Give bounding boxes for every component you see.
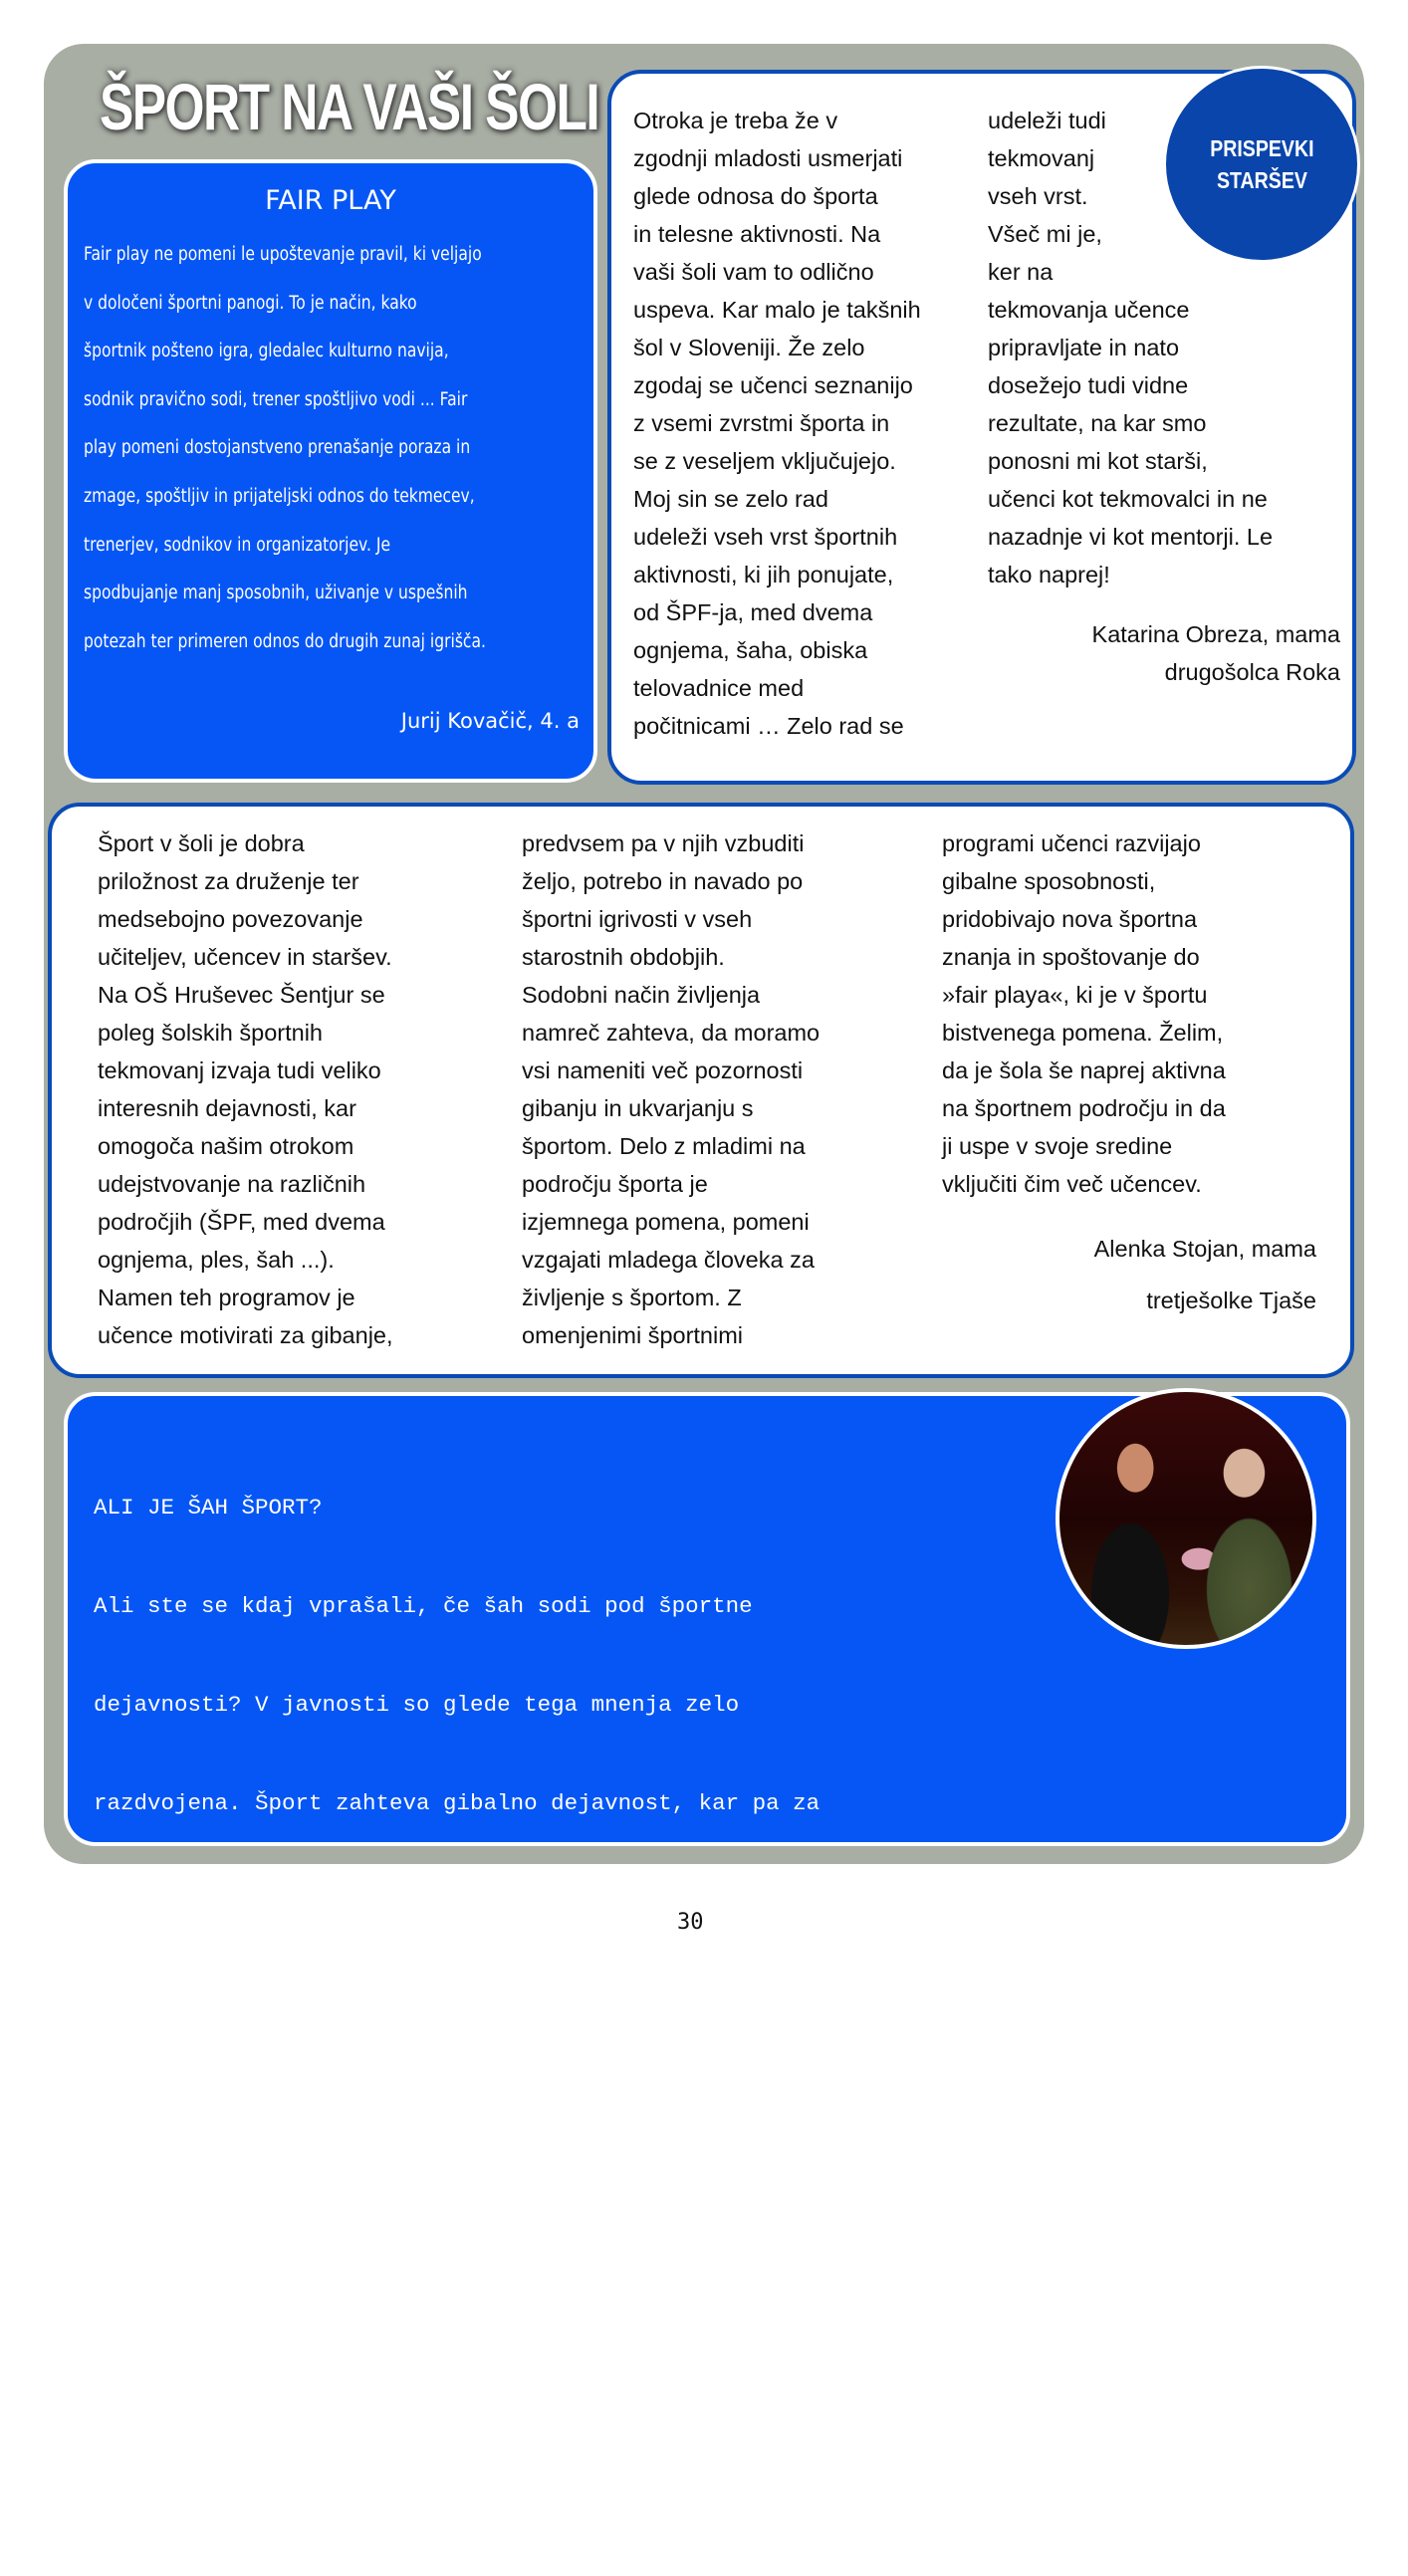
- text-line: učence motivirati za gibanje,: [98, 1322, 393, 1348]
- page-number: 30: [677, 1910, 704, 1935]
- article-column-1: [98, 824, 393, 1354]
- text-line: bistvenega pomena. Želim,: [942, 1020, 1224, 1046]
- text-line: počitnicami … Zelo rad se: [633, 713, 904, 739]
- text-line: željo, potrebo in navado po: [522, 868, 804, 894]
- text-line: vsi nameniti več pozornosti: [522, 1057, 804, 1083]
- text-line: vključiti čim več učencev.: [942, 1171, 1202, 1197]
- text-line: aktivnosti, ki jih ponujate,: [633, 562, 894, 587]
- text-line: poleg šolskih športnih: [98, 1020, 323, 1046]
- fair-play-heading: FAIR PLAY: [265, 185, 396, 216]
- text-line: šah ne moremo trditi. Prištevajo ga med miselne: [94, 1889, 726, 1915]
- text-line: spodbujanje manj sposobnih, uživanje v uspešnih: [84, 583, 468, 604]
- text-line: zgodaj se učenci seznanijo: [633, 372, 913, 398]
- text-line: šol v Sloveniji. Že zelo: [633, 335, 865, 360]
- text-line: trenerjev, sodnikov in organizatorjev. Je: [84, 534, 391, 556]
- text-line: tekmovanj: [988, 145, 1095, 171]
- text-line: razdvojena. Šport zahteva gibalno dejavnost, kar pa za: [94, 1790, 821, 1816]
- text-line: omogoča našim otrokom: [98, 1133, 354, 1159]
- text-line: medsebojno povezovanje: [98, 906, 363, 932]
- text-line: uspeva. Kar malo je takšnih: [633, 297, 921, 323]
- text-line: športom. Delo z mladimi na: [522, 1133, 806, 1159]
- text-line: vzgajati mladega človeka za: [522, 1247, 815, 1273]
- text-line: ker na: [988, 259, 1054, 285]
- text-line: udejstvovanje na različnih: [98, 1171, 366, 1197]
- text-line: A nekaj je zagotovo. Na naši šoli je vsaka odigrana: [94, 2086, 780, 2112]
- text-line: gibanju in ukvarjanju s: [522, 1095, 754, 1121]
- text-line: zmage, spoštljiv in prijateljski odnos do tekmecev,: [84, 485, 475, 507]
- text-line: Sodobni način življenja: [522, 982, 761, 1008]
- text-line: izjemnega pomena, pomeni: [522, 1209, 810, 1235]
- text-line: dejavnosti? V javnosti so glede tega mnenja zelo: [94, 1692, 740, 1718]
- text-line: play pomeni dostojanstveno prenašanje poraza in: [84, 437, 471, 459]
- text-line: ognjema, šaha, obiska: [633, 637, 868, 663]
- text-line: Otroka je treba že v: [633, 108, 838, 133]
- text-line: športnik pošteno igra, gledalec kulturno navija,: [84, 341, 449, 362]
- section-badge: [1163, 66, 1360, 263]
- text-line: se z veseljem vključujejo.: [633, 448, 896, 474]
- parent-contribution-2: [48, 803, 1354, 1378]
- text-line: je svoje varovance tako dobro uvedel v igro, da je nemalokrat poraženec: [94, 2382, 1049, 2408]
- text-line: od ŠPF-ja, med dvema: [633, 599, 873, 625]
- article-column-1: [633, 102, 992, 745]
- text-line: Namen teh programov je: [98, 1285, 355, 1310]
- author-relation: tretješolke Tjaše: [1146, 1288, 1316, 1313]
- badge-line-2: STARŠEV: [1216, 167, 1307, 193]
- text-line: Na OŠ Hruševec Šentjur se: [98, 982, 385, 1008]
- text-line: predvsem pa v njih vzbuditi: [522, 830, 805, 856]
- article-author: [1094, 1223, 1316, 1326]
- text-line: programi učenci razvijajo: [942, 830, 1201, 856]
- text-line: in telesne aktivnosti. Na: [633, 221, 881, 247]
- text-line: Šport v šoli je dobra: [98, 830, 305, 856]
- text-line: pripravljate in nato: [988, 335, 1180, 360]
- text-line: da je šola še naprej aktivna: [942, 1057, 1226, 1083]
- text-line: tekmovanja učence: [988, 297, 1190, 323]
- text-line: športni igrivosti v vseh: [522, 906, 753, 932]
- text-line: priložnost za druženje ter: [98, 868, 359, 894]
- author-name: Katarina Obreza, mama: [1091, 621, 1340, 647]
- article-author: [1092, 615, 1340, 691]
- text-line: učenci kot tekmovalci in ne: [988, 486, 1268, 512]
- badge-line-1: PRISPEVKI: [1209, 135, 1314, 161]
- text-line: področju športa je: [522, 1171, 708, 1197]
- text-line: interesnih dejavnosti, kar: [98, 1095, 356, 1121]
- text-line: dosežejo tudi vidne: [988, 372, 1189, 398]
- fair-play-text: [84, 231, 586, 666]
- text-line: življenje s športom. Z: [522, 1285, 742, 1310]
- chess-article-text: [94, 1426, 1049, 2576]
- text-line: »fair playa«, ki je v športu: [942, 982, 1208, 1008]
- stage-photo: [1056, 1388, 1316, 1649]
- text-line: rezultate, na kar smo: [988, 410, 1207, 436]
- text-line: telovadnice med: [633, 675, 805, 701]
- text-line: gibalne sposobnosti,: [942, 868, 1156, 894]
- text-line: z vsemi zvrstmi športa in: [633, 410, 890, 436]
- text-line: znanja in spoštovanje do: [942, 944, 1200, 970]
- text-line: Moj sin se zelo rad: [633, 486, 828, 512]
- text-line: nazadnje vi kot mentorji. Le: [988, 524, 1274, 550]
- text-line: on. Pridi in se preizkusi tudi ti!: [94, 2480, 552, 2506]
- text-line: udeleži tudi: [988, 108, 1106, 133]
- article-column-3: [942, 824, 1226, 1203]
- text-line: ponosni mi kot starši,: [988, 448, 1208, 474]
- text-line: tekmovanj izvaja tudi veliko: [98, 1057, 381, 1083]
- text-line: glede odnosa do športa: [633, 183, 878, 209]
- text-line: sodnik pravično sodi, trener spoštljivo vodi ... Fair: [84, 388, 468, 410]
- text-line: tako naprej!: [988, 562, 1110, 587]
- fair-play-author: Jurij Kovačič, 4. a: [400, 709, 580, 733]
- text-line: ji uspe v svoje sredine: [942, 1133, 1173, 1159]
- text-line: vaši šoli vam to odlično: [633, 259, 874, 285]
- text-line: namreč zahteva, da moramo: [522, 1020, 821, 1046]
- text-line: vseh vrst.: [988, 183, 1088, 209]
- text-line: zgodnji mladosti usmerjati: [633, 145, 903, 171]
- author-relation: drugošolca Roka: [1164, 659, 1340, 685]
- text-line: učiteljev, učencev in staršev.: [98, 944, 392, 970]
- text-line: Všeč mi je,: [988, 221, 1102, 247]
- text-line: od svojega pričetka več kot uspešen. Vodi ga učitelj David Plevnik, ki: [94, 2283, 1036, 2309]
- author-name: Alenka Stojan, mama: [1093, 1236, 1316, 1262]
- text-line: partija šaha prava akcija tako in drugače. Krožek je: [94, 2185, 794, 2211]
- chess-heading: ALI JE ŠAH ŠPORT?: [94, 1495, 323, 1521]
- text-line: namizne igre.: [94, 1988, 269, 2013]
- text-line: starostnih obdobjih.: [522, 944, 725, 970]
- text-line: v določeni športni panogi. To je način, kako: [84, 292, 417, 314]
- text-line: udeleži vseh vrst športnih: [633, 524, 898, 550]
- text-line: Ali ste se kdaj vprašali, če šah sodi pod športne: [94, 1593, 753, 1619]
- text-line: omenjenimi športnimi: [522, 1322, 744, 1348]
- article-column-2: [522, 824, 820, 1354]
- text-line: Fair play ne pomeni le upoštevanje pravil, ki veljajo: [84, 244, 482, 265]
- text-line: področjih (ŠPF, med dvema: [98, 1209, 385, 1235]
- page-title: ŠPORT NA VAŠI ŠOLI: [100, 70, 599, 143]
- text-line: na športnem področju in da: [942, 1095, 1226, 1121]
- text-line: pridobivajo nova športna: [942, 906, 1198, 932]
- fair-play-box: [64, 159, 597, 783]
- text-line: potezah ter primeren odnos do drugih zunaj igrišča.: [84, 630, 486, 652]
- text-line: ognjema, ples, šah ...).: [98, 1247, 335, 1273]
